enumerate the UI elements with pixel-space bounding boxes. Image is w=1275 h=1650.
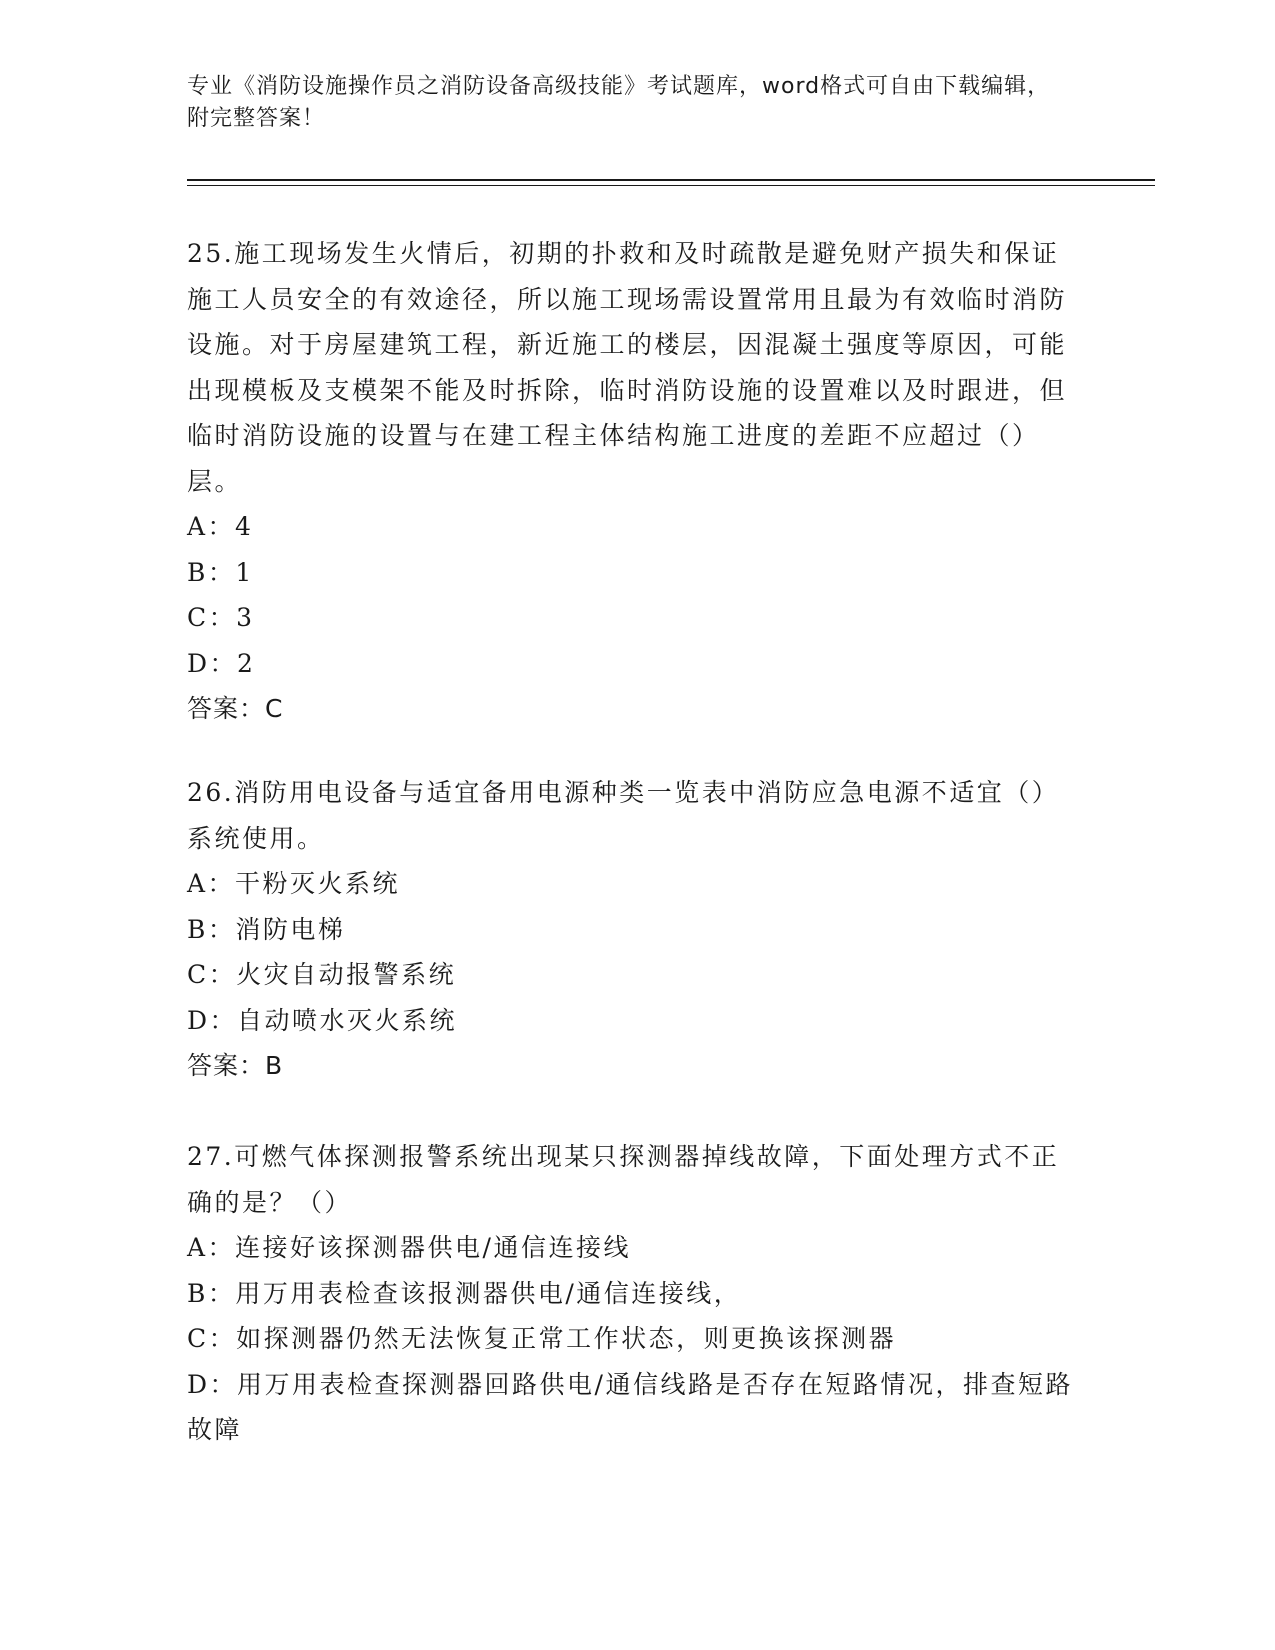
- header-divider-thin: [187, 185, 1155, 186]
- document-header: 专业《消防设施操作员之消防设备高级技能》考试题库，word格式可自由下载编辑，附完整答案！: [187, 74, 1051, 131]
- question-text: 25.施工现场发生火情后，初期的扑救和及时疏散是避免财产损失和保证施工人员安全的有效途径，所以施工现场需设置常用且最为有效临时消防设施。对于房屋建筑工程，新近施工的楼层，因混凝土强度等原因，可能出现模板及支模架不能及时拆除，临时消防设施的设置难以及时跟进，但临时消防设施的设置与在建工程主体结构施工进度的差距不应超过（）层。: [187, 239, 1068, 496]
- option-d: D：自动喷水灭火系统: [187, 1005, 458, 1035]
- option-b: B：用万用表检查该报测器供电/通信连接线，: [187, 1278, 742, 1308]
- option-b: B：1: [187, 557, 254, 587]
- option-b: B：消防电梯: [187, 914, 346, 944]
- answer: 答案：B: [187, 1051, 284, 1080]
- option-c: C：如探测器仍然无法恢复正常工作状态，则更换该探测器: [187, 1324, 897, 1353]
- option-c: C：火灾自动报警系统: [187, 960, 457, 989]
- option-d: D：2: [187, 648, 256, 678]
- question-26: [187, 770, 1077, 1089]
- header-divider-thick: [187, 179, 1155, 181]
- option-a: A：连接好该探测器供电/通信连接线: [187, 1233, 631, 1262]
- option-a: A：干粉灭火系统: [187, 869, 401, 898]
- question-25: [187, 231, 1077, 732]
- question-text: 27.可燃气体探测报警系统出现某只探测器掉线故障，下面处理方式不正确的是？（）: [187, 1142, 1060, 1217]
- answer: 答案：C: [187, 694, 284, 723]
- option-c: C：3: [187, 603, 255, 632]
- option-d: D：用万用表检查探测器回路供电/通信线路是否存在短路情况，排查短路故障: [187, 1369, 1073, 1444]
- question-27: [187, 1134, 1077, 1453]
- question-text: 26.消防用电设备与适宜备用电源种类一览表中消防应急电源不适宜（）系统使用。: [187, 778, 1060, 853]
- option-a: A：4: [187, 512, 254, 541]
